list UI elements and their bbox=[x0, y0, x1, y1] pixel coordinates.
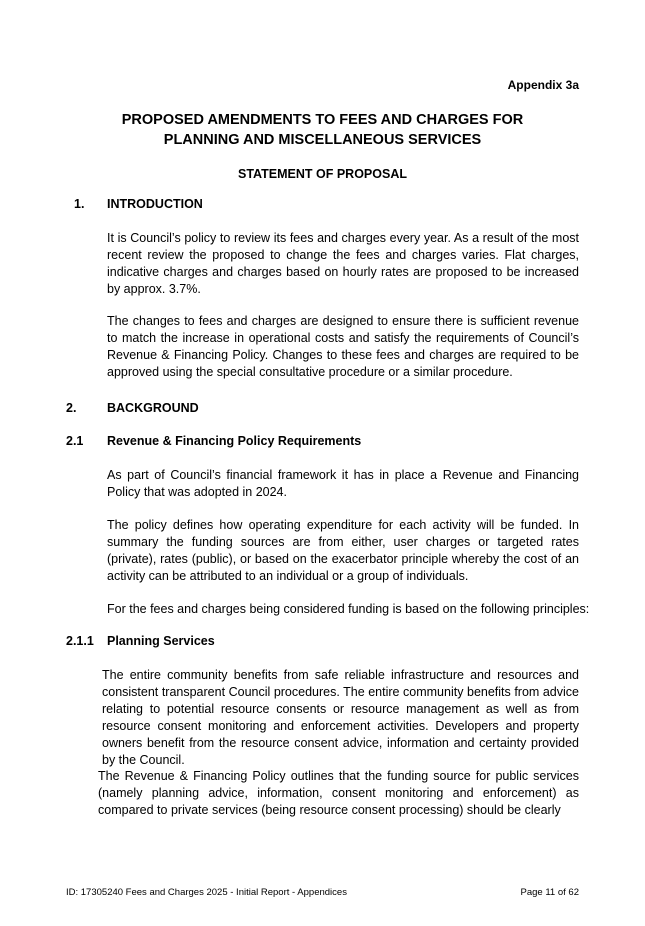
footer-page-number: Page 11 of 62 bbox=[520, 887, 579, 898]
rfp-paragraph-1: As part of Council’s financial framework it has in place a Revenue and Financing Policy that was adopted in 2024. bbox=[107, 468, 579, 499]
footer-document-id: ID: 17305240 Fees and Charges 2025 - Initial Report - Appendices bbox=[66, 887, 347, 898]
document-title bbox=[0, 110, 645, 150]
section-number: 2.1 bbox=[66, 434, 84, 448]
intro-paragraph-1: It is Council’s policy to review its fees and charges every year. As a result of the most recent review the proposed to change the fees and charges varies. Flat charges, indicative charges and charges based on hourly rates are proposed to be increased by approx. 3.7%. bbox=[107, 231, 579, 296]
planning-paragraph-1: The entire community benefits from safe reliable infrastructure and resources and consistent transparent Council procedures. The entire community benefits from advice relating to potential resource consents or resource management as well as from resource consent monitoring and enforcement activities. Developers and property owners benefit from the resource consent advice, information and certainty provided by the Council. bbox=[102, 668, 579, 767]
rfp-paragraph-3: For the fees and charges being considered funding is based on the following principles: bbox=[107, 602, 590, 616]
section-title: Planning Services bbox=[107, 634, 215, 648]
section-title: Revenue & Financing Policy Requirements bbox=[107, 434, 362, 448]
intro-paragraph-2: The changes to fees and charges are designed to ensure there is sufficient revenue to match the increase in operational costs and satisfy the requirements of Council’s Revenue & Financing Policy. Changes to these fees and charges are required to be approved using the special consultative procedure or a similar procedure. bbox=[107, 314, 579, 379]
title-line-1: PROPOSED AMENDMENTS TO FEES AND CHARGES FOR bbox=[121, 112, 524, 128]
rfp-paragraph-2: The policy defines how operating expenditure for each activity will be funded. In summary the funding sources are from either, user charges or targeted rates (private), rates (public), or based on the exacerbator principle whereby the cost of an activity can be attributed to an individual or a group of individuals. bbox=[107, 518, 579, 583]
appendix-label: Appendix 3a bbox=[507, 78, 579, 92]
statement-subtitle: STATEMENT OF PROPOSAL bbox=[238, 167, 407, 181]
section-number: 2.1.1 bbox=[66, 634, 94, 648]
planning-paragraph-2: The Revenue & Financing Policy outlines that the funding source for public services (namely planning advice, information, consent monitoring and enforcement) as compared to private services (being resource consent processing) should be clearly bbox=[98, 769, 579, 817]
section-title: BACKGROUND bbox=[107, 401, 199, 415]
section-number: 2. bbox=[66, 401, 77, 415]
section-title: INTRODUCTION bbox=[107, 197, 203, 211]
section-number: 1. bbox=[74, 197, 85, 211]
title-line-2: PLANNING AND MISCELLANEOUS SERVICES bbox=[163, 132, 482, 148]
